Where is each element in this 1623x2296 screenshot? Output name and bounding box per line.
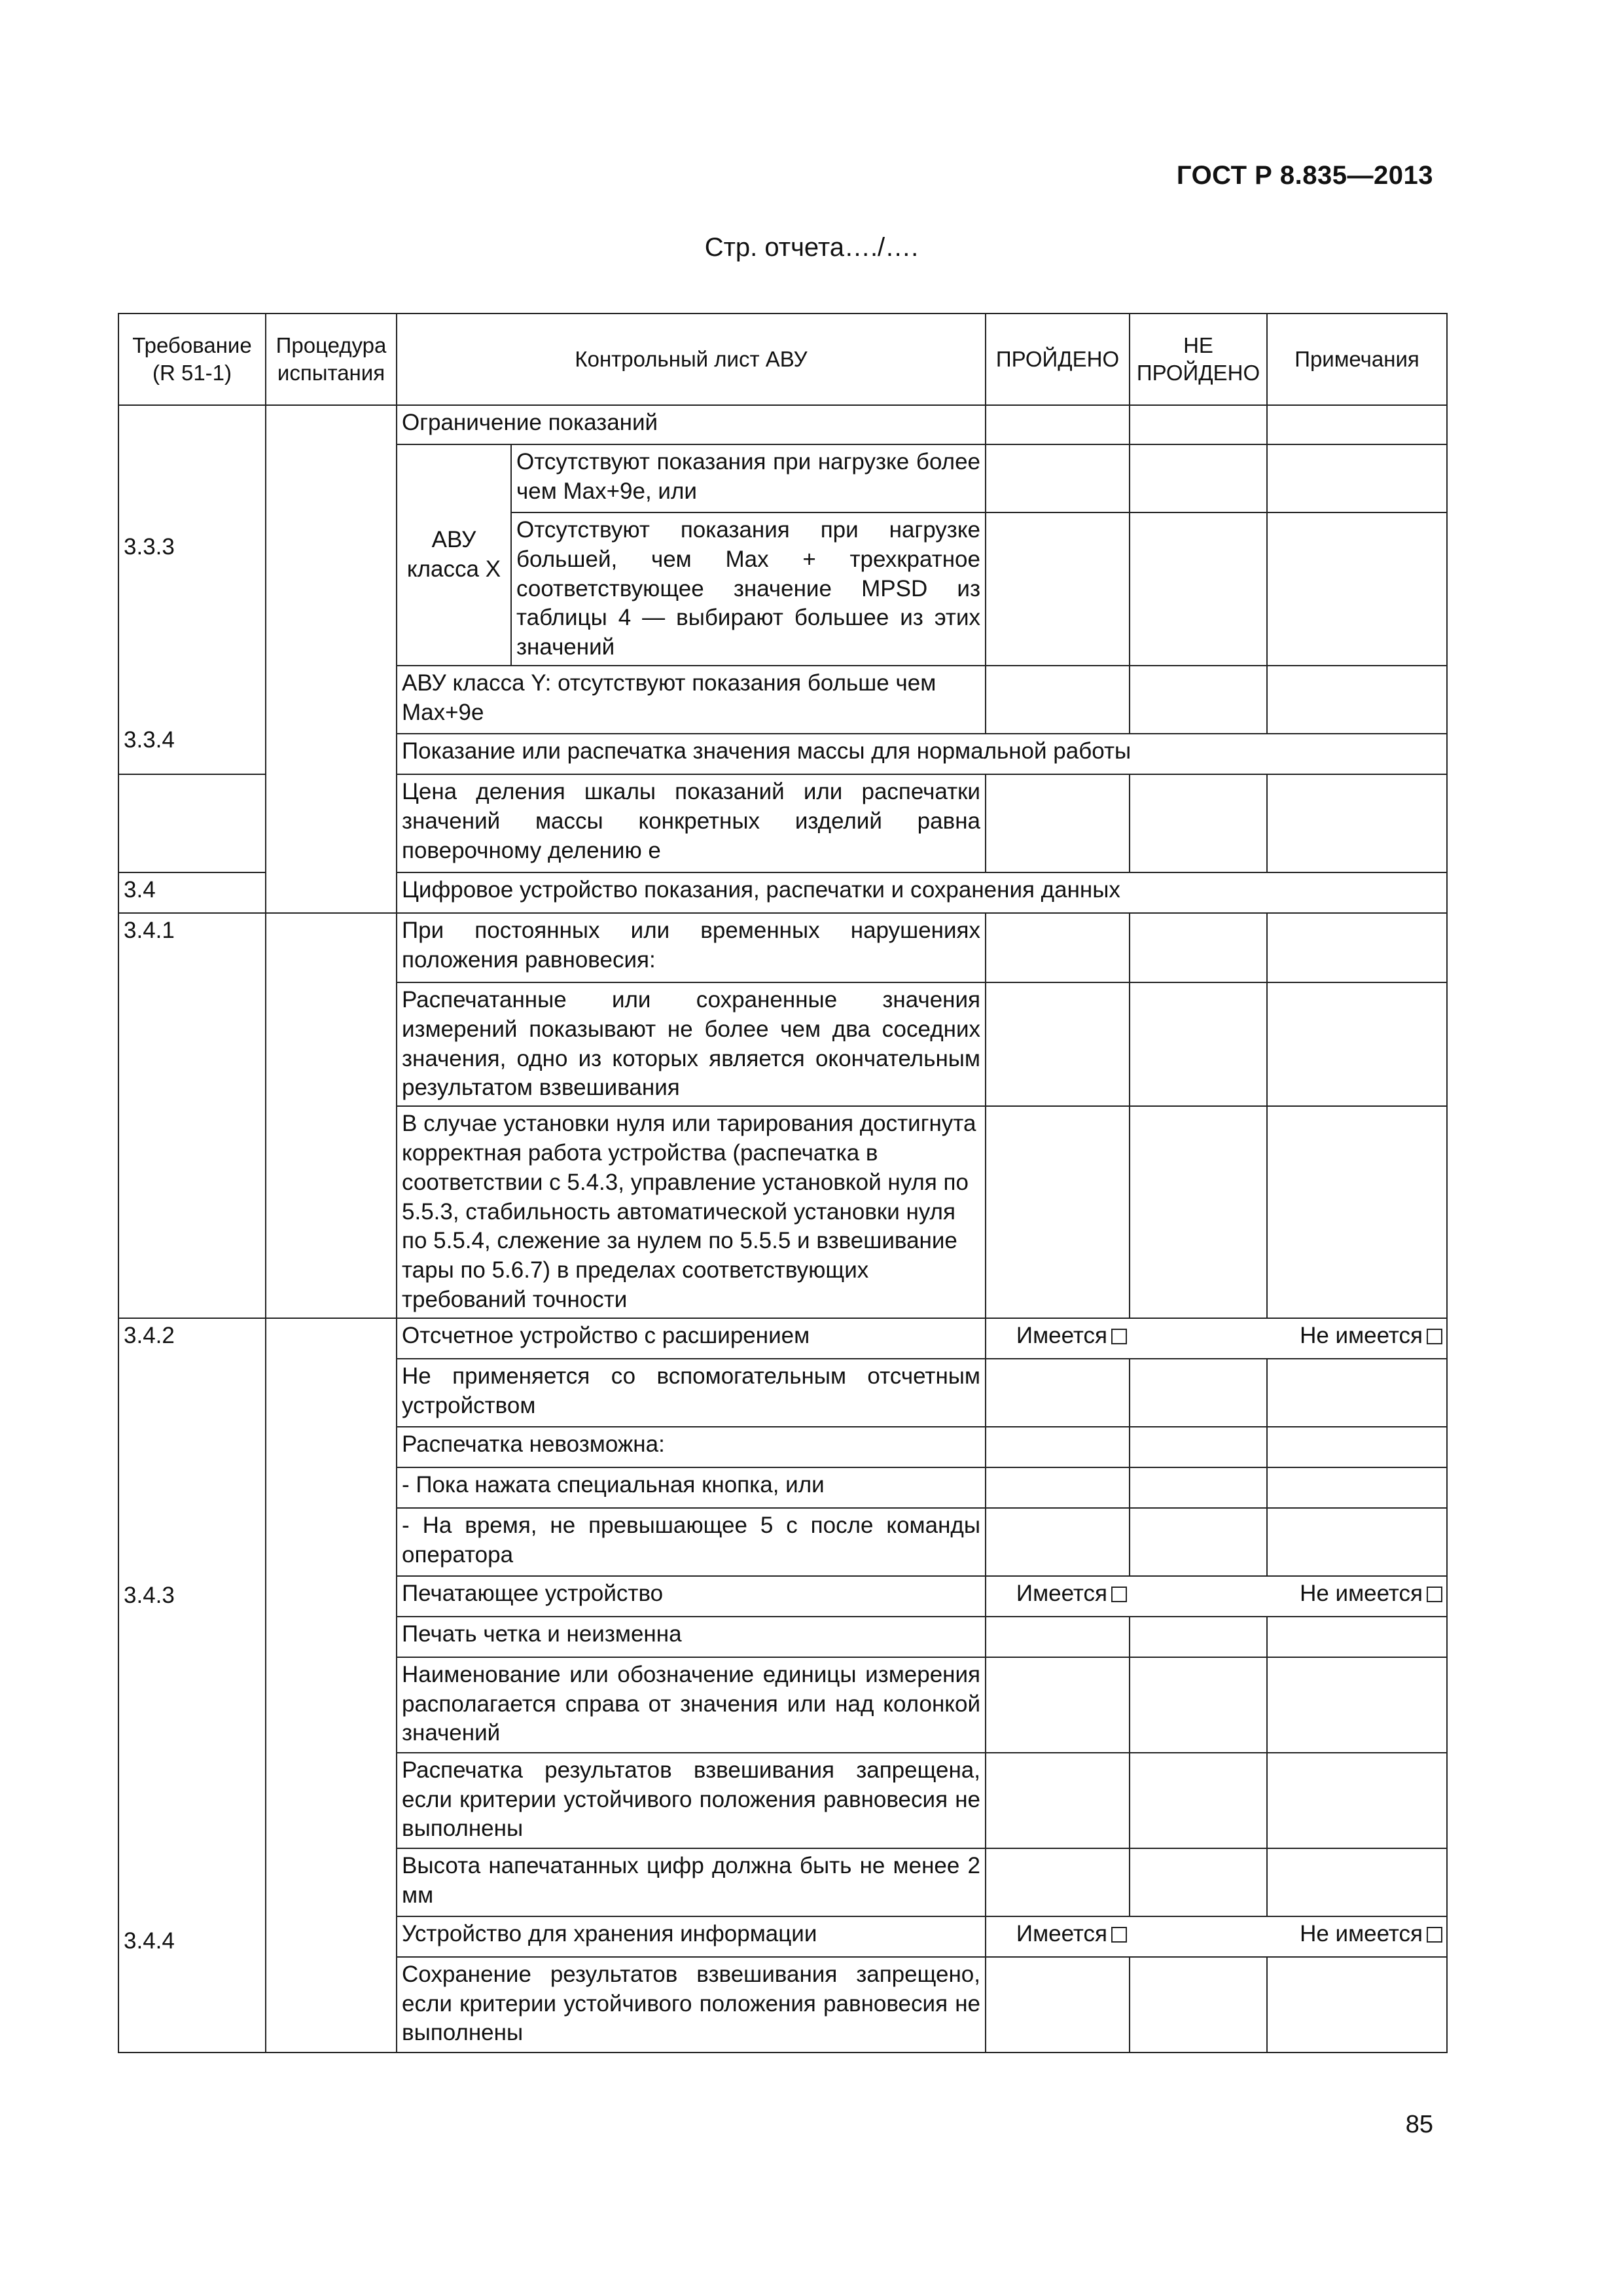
requirement-cell	[118, 774, 266, 872]
notes-cell	[1267, 444, 1447, 512]
section-label: 3.4	[118, 872, 266, 913]
checklist-item: Распечатка невозможна:	[397, 1427, 986, 1467]
passed-cell	[986, 982, 1130, 1106]
table-header-row	[118, 314, 1447, 405]
passed-cell	[986, 1753, 1130, 1848]
passed-cell	[986, 1848, 1130, 1916]
failed-cell	[1130, 1957, 1267, 2053]
passed-cell	[986, 1427, 1130, 1467]
section-label: 3.4.4	[124, 1928, 175, 1954]
passed-cell	[986, 1508, 1130, 1576]
checklist-item: Распечатка результатов взвешивания запрещена, если критерии устойчивого положения равновесия не выполнены	[397, 1753, 986, 1848]
printer-heading: Печатающее устройство	[397, 1576, 986, 1617]
checklist-item: АВУ класса Y: отсутствуют показания больше чем Max+9e	[397, 666, 986, 734]
failed-cell	[1130, 405, 1267, 444]
failed-cell	[1130, 1848, 1267, 1916]
notes-cell	[1267, 1848, 1447, 1916]
present-label: Имеется	[1016, 1580, 1107, 1606]
checklist-item: Печать четка и неизменна	[397, 1617, 986, 1657]
limit-heading: Ограничение показаний	[397, 405, 986, 444]
col-notes: Примечания	[1267, 314, 1447, 405]
table-row	[118, 913, 1447, 982]
passed-cell	[986, 913, 1130, 982]
table-row	[118, 405, 1447, 444]
failed-cell	[1130, 1427, 1267, 1467]
col-checklist: Контрольный лист АВУ	[397, 314, 986, 405]
checklist-item: Наименование или обозначение единицы измерения располагается справа от значения или над колонкой значений	[397, 1657, 986, 1753]
notes-cell	[1267, 1957, 1447, 2053]
absent-label: Не имеется	[1300, 1920, 1423, 1946]
procedure-cell	[266, 1318, 397, 2053]
failed-cell	[1130, 1617, 1267, 1657]
present-option[interactable]	[986, 1576, 1130, 1617]
requirement-cell	[118, 1318, 266, 2053]
present-checkbox[interactable]	[1111, 1329, 1127, 1344]
failed-cell	[1130, 666, 1267, 734]
table-row	[118, 1318, 1447, 1359]
notes-cell	[1267, 666, 1447, 734]
checklist-item: Высота напечатанных цифр должна быть не менее 2 мм	[397, 1848, 986, 1916]
checklist-item: Цена деления шкалы показаний или распечатки значений массы конкретных изделий равна поверочному делению e	[397, 774, 986, 872]
procedure-cell	[266, 913, 397, 1318]
checklist-item: Не применяется со вспомогательным отсчетным устройством	[397, 1359, 986, 1427]
notes-cell	[1267, 512, 1447, 666]
passed-cell	[986, 774, 1130, 872]
notes-cell	[1267, 1467, 1447, 1508]
notes-cell	[1267, 1427, 1447, 1467]
notes-cell	[1267, 1657, 1447, 1753]
passed-cell	[986, 444, 1130, 512]
failed-cell	[1130, 982, 1267, 1106]
notes-cell	[1267, 1617, 1447, 1657]
section-label: 3.4.2	[124, 1322, 175, 1348]
storage-heading: Устройство для хранения информации	[397, 1916, 986, 1957]
checklist-item: Отсутствуют показания при нагрузке более чем Max+9e, или	[511, 444, 986, 512]
notes-cell	[1267, 405, 1447, 444]
checklist-item: Распечатанные или сохраненные значения измерений показывают не более чем два соседних значения, одно из которых является окончательным результатом взвешивания	[397, 982, 986, 1106]
checklist-item: При постоянных или временных нарушениях положения равновесия:	[397, 913, 986, 982]
failed-cell	[1130, 1106, 1267, 1318]
checklist-item: В случае установки нуля или тарирования достигнута корректная работа устройства (распечатка в соответствии с 5.4.3, управление установкой нуля по 5.5.3, стабильность автоматической установки нуля по 5.5.4, слежение за нулем по 5.5.5 и взвешивание тары по 5.6.7) в пределах соответствующих требований точности	[397, 1106, 986, 1318]
passed-cell	[986, 1106, 1130, 1318]
failed-cell	[1130, 512, 1267, 666]
extended-heading: Отсчетное устройство с расширением	[397, 1318, 986, 1359]
passed-cell	[986, 1657, 1130, 1753]
abu-class-x-label: АВУ класса X	[397, 444, 511, 666]
notes-cell	[1267, 1508, 1447, 1576]
failed-cell	[1130, 1467, 1267, 1508]
notes-cell	[1267, 1753, 1447, 1848]
passed-cell	[986, 1467, 1130, 1508]
failed-cell	[1130, 1359, 1267, 1427]
absent-label: Не имеется	[1300, 1322, 1423, 1348]
passed-cell	[986, 1957, 1130, 2053]
spacer-cell	[1130, 1916, 1267, 1957]
digital-heading: Цифровое устройство показания, распечатки и сохранения данных	[397, 872, 1447, 913]
present-option[interactable]	[986, 1916, 1130, 1957]
passed-cell	[986, 512, 1130, 666]
notes-cell	[1267, 1359, 1447, 1427]
passed-cell	[986, 666, 1130, 734]
indication-heading: Показание или распечатка значения массы для нормальной работы	[397, 734, 1447, 774]
report-page-counter: Стр. отчета…./….	[704, 233, 919, 262]
passed-cell	[986, 1617, 1130, 1657]
present-label: Имеется	[1016, 1920, 1107, 1946]
checklist-item: - На время, не превышающее 5 с после команды оператора	[397, 1508, 986, 1576]
notes-cell	[1267, 774, 1447, 872]
failed-cell	[1130, 1657, 1267, 1753]
spacer-cell	[1130, 1318, 1267, 1359]
checklist-item: Сохранение результатов взвешивания запрещено, если критерии устойчивого положения равновесия не выполнены	[397, 1957, 986, 2053]
absent-label: Не имеется	[1300, 1580, 1423, 1606]
procedure-cell	[266, 405, 397, 913]
checklist-item: - Пока нажата специальная кнопка, или	[397, 1467, 986, 1508]
present-label: Имеется	[1016, 1322, 1107, 1348]
standard-code: ГОСТ Р 8.835—2013	[1176, 161, 1433, 190]
present-checkbox[interactable]	[1111, 1927, 1127, 1943]
notes-cell	[1267, 1106, 1447, 1318]
section-label: 3.4.3	[124, 1582, 175, 1608]
absent-checkbox[interactable]	[1427, 1587, 1442, 1602]
absent-option[interactable]	[1267, 1916, 1447, 1957]
col-procedure: Процедура испытания	[266, 314, 397, 405]
present-checkbox[interactable]	[1111, 1587, 1127, 1602]
passed-cell	[986, 1359, 1130, 1427]
absent-checkbox[interactable]	[1427, 1329, 1442, 1344]
notes-cell	[1267, 913, 1447, 982]
checklist-table	[118, 313, 1448, 2053]
failed-cell	[1130, 1508, 1267, 1576]
absent-checkbox[interactable]	[1427, 1927, 1442, 1943]
spacer-cell	[1130, 1576, 1267, 1617]
failed-cell	[1130, 1753, 1267, 1848]
section-label: 3.3.4	[124, 726, 175, 753]
passed-cell	[986, 405, 1130, 444]
failed-cell	[1130, 913, 1267, 982]
absent-option[interactable]	[1267, 1576, 1447, 1617]
requirement-cell	[118, 405, 266, 774]
col-failed: НЕ ПРОЙДЕНО	[1130, 314, 1267, 405]
present-option[interactable]	[986, 1318, 1130, 1359]
section-label: 3.4.1	[118, 913, 266, 1318]
failed-cell	[1130, 444, 1267, 512]
failed-cell	[1130, 774, 1267, 872]
section-label: 3.3.3	[124, 534, 175, 560]
col-passed: ПРОЙДЕНО	[986, 314, 1130, 405]
absent-option[interactable]	[1267, 1318, 1447, 1359]
col-requirement: Требование (R 51-1)	[118, 314, 266, 405]
page-number: 85	[1405, 2111, 1433, 2138]
checklist-item: Отсутствуют показания при нагрузке большей, чем Max + трехкратное соответствующее значение MPSD из таблицы 4 — выбирают большее из этих значений	[511, 512, 986, 666]
notes-cell	[1267, 982, 1447, 1106]
